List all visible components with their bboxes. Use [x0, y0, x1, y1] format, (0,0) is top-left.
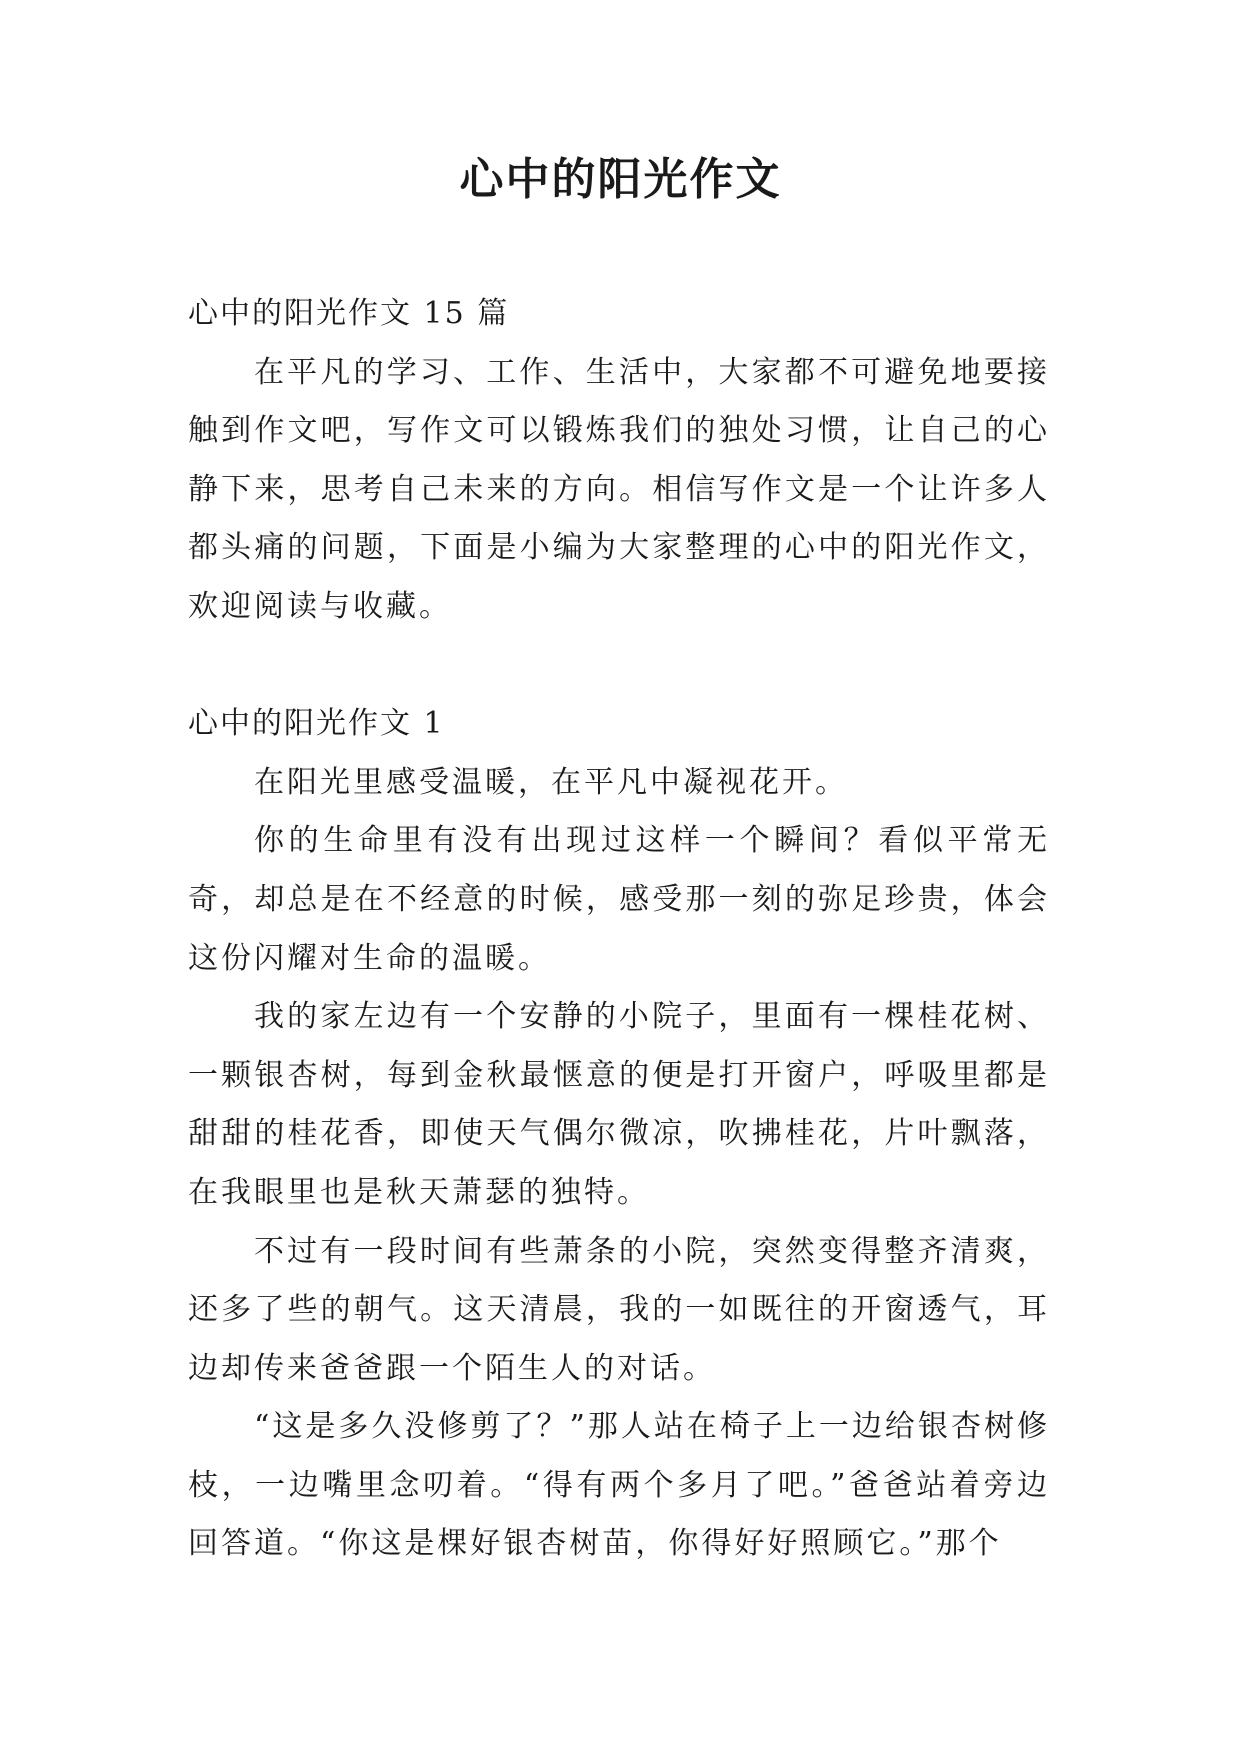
body-paragraph: 你的生命里有没有出现过这样一个瞬间？看似平常无奇，却总是在不经意的时候，感受那一刻的弥足珍贵，体会这份闪耀对生命的温暖。: [188, 823, 1050, 976]
body-paragraph: “这是多久没修剪了？”那人站在椅子上一边给银杏树修枝，一边嘴里念叨着。“得有两个多月了吧。”爸爸站着旁边回答道。“你这是棵好银杏树苗，你得好好照顾它。”那个: [188, 1409, 1050, 1562]
section-heading: 心中的阳光作文 1: [188, 706, 445, 742]
intro-paragraph: 在平凡的学习、工作、生活中，大家都不可避免地要接触到作文吧，写作文可以锻炼我们的独处习惯，让自己的心静下来，思考自己未来的方向。相信写作文是一个让许多人都头痛的问题，下面是小编为大家整理的心中的阳光作文，欢迎阅读与收藏。: [188, 354, 1050, 624]
body-paragraph: 在阳光里感受温暖，在平凡中凝视花开。: [254, 764, 848, 800]
body-paragraph: 不过有一段时间有些萧条的小院，突然变得整齐清爽，还多了些的朝气。这天清晨，我的一如既往的开窗透气，耳边却传来爸爸跟一个陌生人的对话。: [188, 1233, 1050, 1386]
collection-heading: 心中的阳光作文 15 篇: [188, 296, 510, 331]
section-spacer: [188, 637, 1050, 696]
document-body: [188, 285, 1050, 1574]
body-paragraph: 我的家左边有一个安静的小院子，里面有一棵桂花树、一颗银杏树，每到金秋最惬意的便是打开窗户，呼吸里都是甜甜的桂花香，即使天气偶尔微凉，吹拂桂花，片叶飘落，在我眼里也是秋天萧瑟的独特。: [188, 999, 1050, 1210]
document-title: 心中的阳光作文: [459, 154, 782, 205]
